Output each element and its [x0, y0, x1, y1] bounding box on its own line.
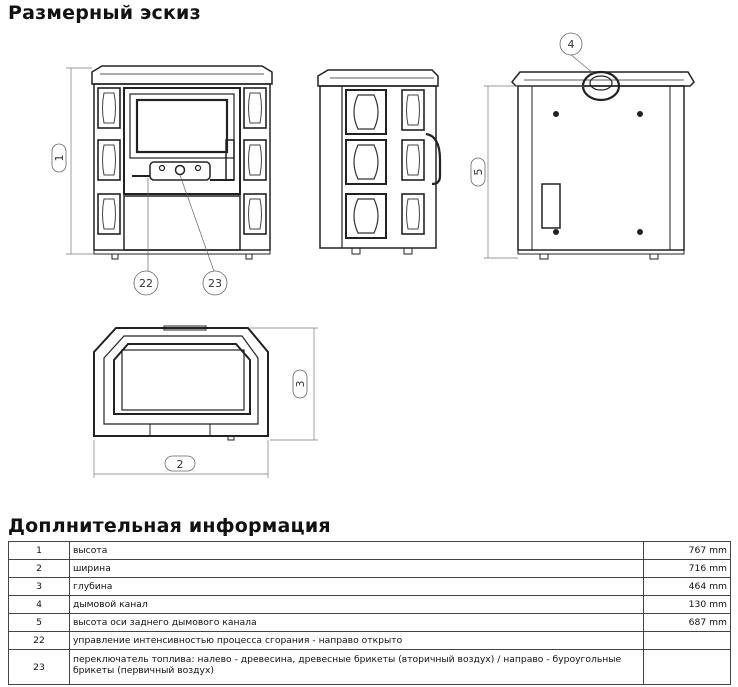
svg-text:22: 22	[139, 277, 153, 290]
row-description: высота	[70, 542, 644, 560]
svg-text:23: 23	[208, 277, 222, 290]
row-description: высота оси заднего дымового канала	[70, 614, 644, 632]
top-view	[94, 326, 268, 440]
row-number: 23	[9, 650, 70, 685]
callout-22	[134, 271, 158, 295]
row-value: 130 mm	[644, 596, 731, 614]
info-heading: Доплнительная информация	[8, 515, 331, 537]
table-row	[9, 632, 731, 650]
row-description: глубина	[70, 578, 644, 596]
table-row	[9, 542, 731, 560]
table-row	[9, 650, 731, 685]
table-row	[9, 596, 731, 614]
callout-1	[52, 144, 66, 172]
table-row	[9, 614, 731, 632]
row-value	[644, 650, 731, 685]
row-value: 767 mm	[644, 542, 731, 560]
callout-23	[203, 271, 227, 295]
svg-text:2: 2	[176, 458, 184, 471]
svg-text:5: 5	[472, 168, 485, 176]
row-number: 5	[9, 614, 70, 632]
info-table	[8, 541, 731, 685]
row-value: 687 mm	[644, 614, 731, 632]
front-view	[92, 66, 272, 274]
callout-4	[560, 33, 582, 55]
rear-view	[512, 54, 694, 259]
row-number: 2	[9, 560, 70, 578]
row-number: 3	[9, 578, 70, 596]
row-value: 716 mm	[644, 560, 731, 578]
dimension-1-height	[66, 68, 94, 254]
callout-2	[165, 456, 195, 471]
row-description: переключатель топлива: налево - древесина, древесные брикеты (вторичный воздух) / направо - буроугольные брикеты (первичный воздух)	[70, 650, 644, 685]
row-value	[644, 632, 731, 650]
row-number: 4	[9, 596, 70, 614]
callout-5	[471, 158, 485, 186]
svg-text:4: 4	[567, 38, 575, 51]
table-row	[9, 578, 731, 596]
side-view	[318, 70, 440, 254]
callout-3	[293, 370, 307, 398]
sketch-heading: Размерный эскиз	[8, 2, 201, 24]
table-row	[9, 560, 731, 578]
row-value: 464 mm	[644, 578, 731, 596]
row-description: ширина	[70, 560, 644, 578]
svg-text:3: 3	[294, 380, 307, 388]
dimension-5-flue-height	[484, 86, 584, 258]
row-description: управление интенсивностью процесса сгорания - направо открыто	[70, 632, 644, 650]
row-description: дымовой канал	[70, 596, 644, 614]
row-number: 1	[9, 542, 70, 560]
row-number: 22	[9, 632, 70, 650]
svg-text:1: 1	[53, 154, 66, 162]
dimension-3-depth	[250, 328, 318, 440]
